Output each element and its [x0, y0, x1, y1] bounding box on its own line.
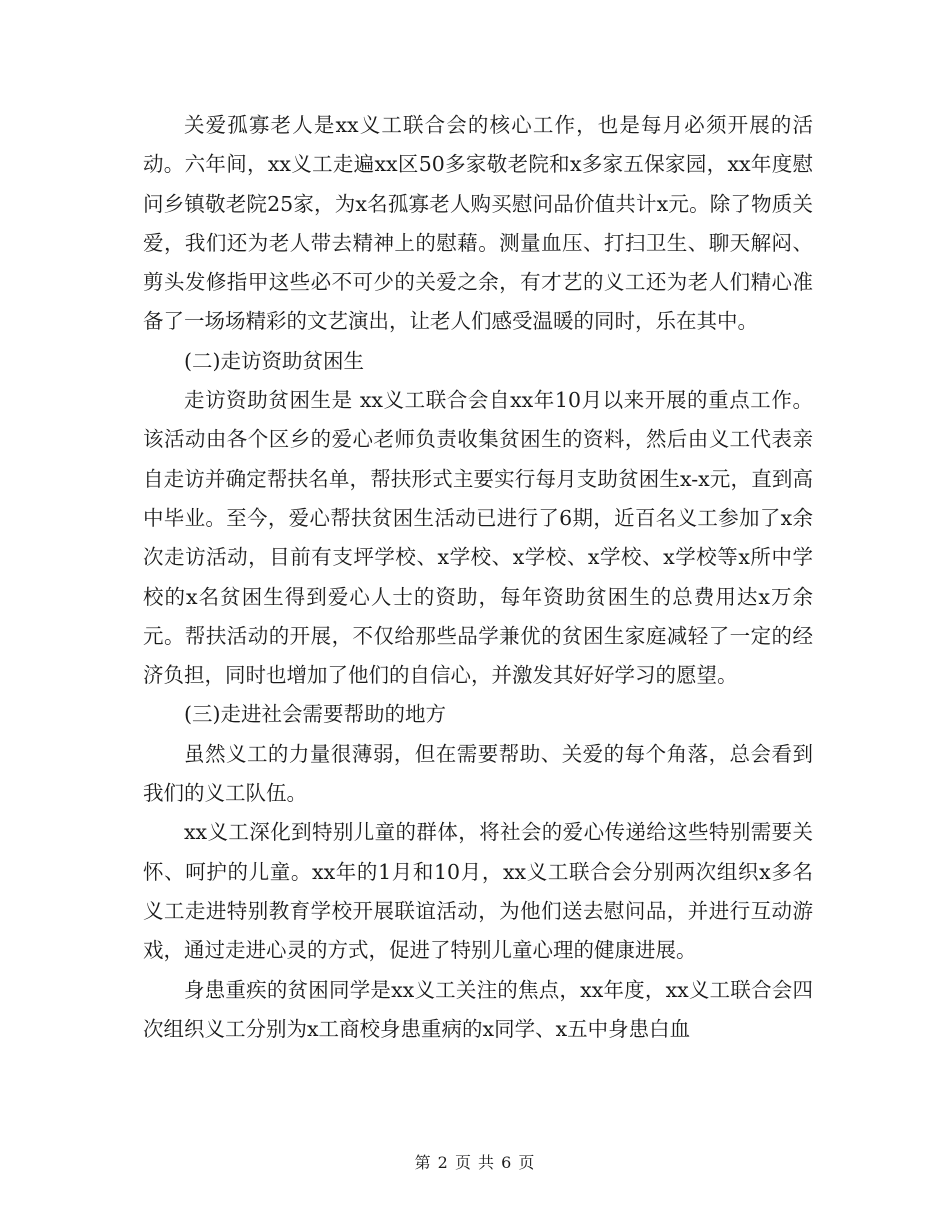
- paragraph-volunteer-presence: 虽然义工的力量很薄弱，但在需要帮助、关爱的每个角落，总会看到我们的义工队伍。: [143, 741, 813, 806]
- document-body: [143, 106, 813, 1049]
- section-heading-student-aid: (二)走访资助贫困生: [184, 348, 364, 373]
- paragraph-special-children: xx义工深化到特别儿童的群体，将社会的爱心传递给这些特别需要关怀、呵护的儿童。xx年的1月和10月，xx义工联合会分别两次组织x多名义工走进特别教育学校开展联谊活动，为他们送去慰问品，并进行互动游戏，通过走进心灵的方式，促进了特别儿童心理的健康进展。: [143, 820, 813, 963]
- paragraph-ill-students: 身患重疾的贫困同学是xx义工关注的焦点，xx年度，xx义工联合会四次组织义工分别为x工商校身患重病的x同学、x五中身患白血: [143, 977, 813, 1041]
- paragraph-elderly-care: 关爱孤寡老人是xx义工联合会的核心工作，也是每月必须开展的活动。六年间，xx义工走遍xx区50多家敬老院和x多家五保家园，xx年度慰问乡镇敬老院25家，为x名孤寡老人购买慰问品价值共计x元。除了物质关爱，我们还为老人带去精神上的慰藉。测量血压、打扫卫生、聊天解闷、剪头发修指甲这些必不可少的关爱之余，有才艺的义工还为老人们精心准备了一场场精彩的文艺演出，让老人们感受温暖的同时，乐在其中。: [143, 113, 813, 334]
- section-heading-community-help: (三)走进社会需要帮助的地方: [184, 702, 446, 727]
- paragraph-student-aid: 走访资助贫困生是 xx义工联合会自xx年10月以来开展的重点工作。该活动由各个区乡的爱心老师负责收集贫困生的资料，然后由义工代表亲自走访并确定帮扶名单，帮扶形式主要实行每月支助贫困生x-x元，直到高中毕业。至今，爱心帮扶贫困生活动已进行了6期，近百名义工参加了x余次走访活动，目前有支坪学校、x学校、x学校、x学校、x学校等x所中学校的x名贫困生得到爱心人士的资助，每年资助贫困生的总费用达x万余元。帮扶活动的开展，不仅给那些品学兼优的贫困生家庭减轻了一定的经济负担，同时也增加了他们的自信心，并激发其好好学习的愿望。: [143, 388, 813, 688]
- page-number-footer: 第 2 页 共 6 页: [414, 1153, 536, 1172]
